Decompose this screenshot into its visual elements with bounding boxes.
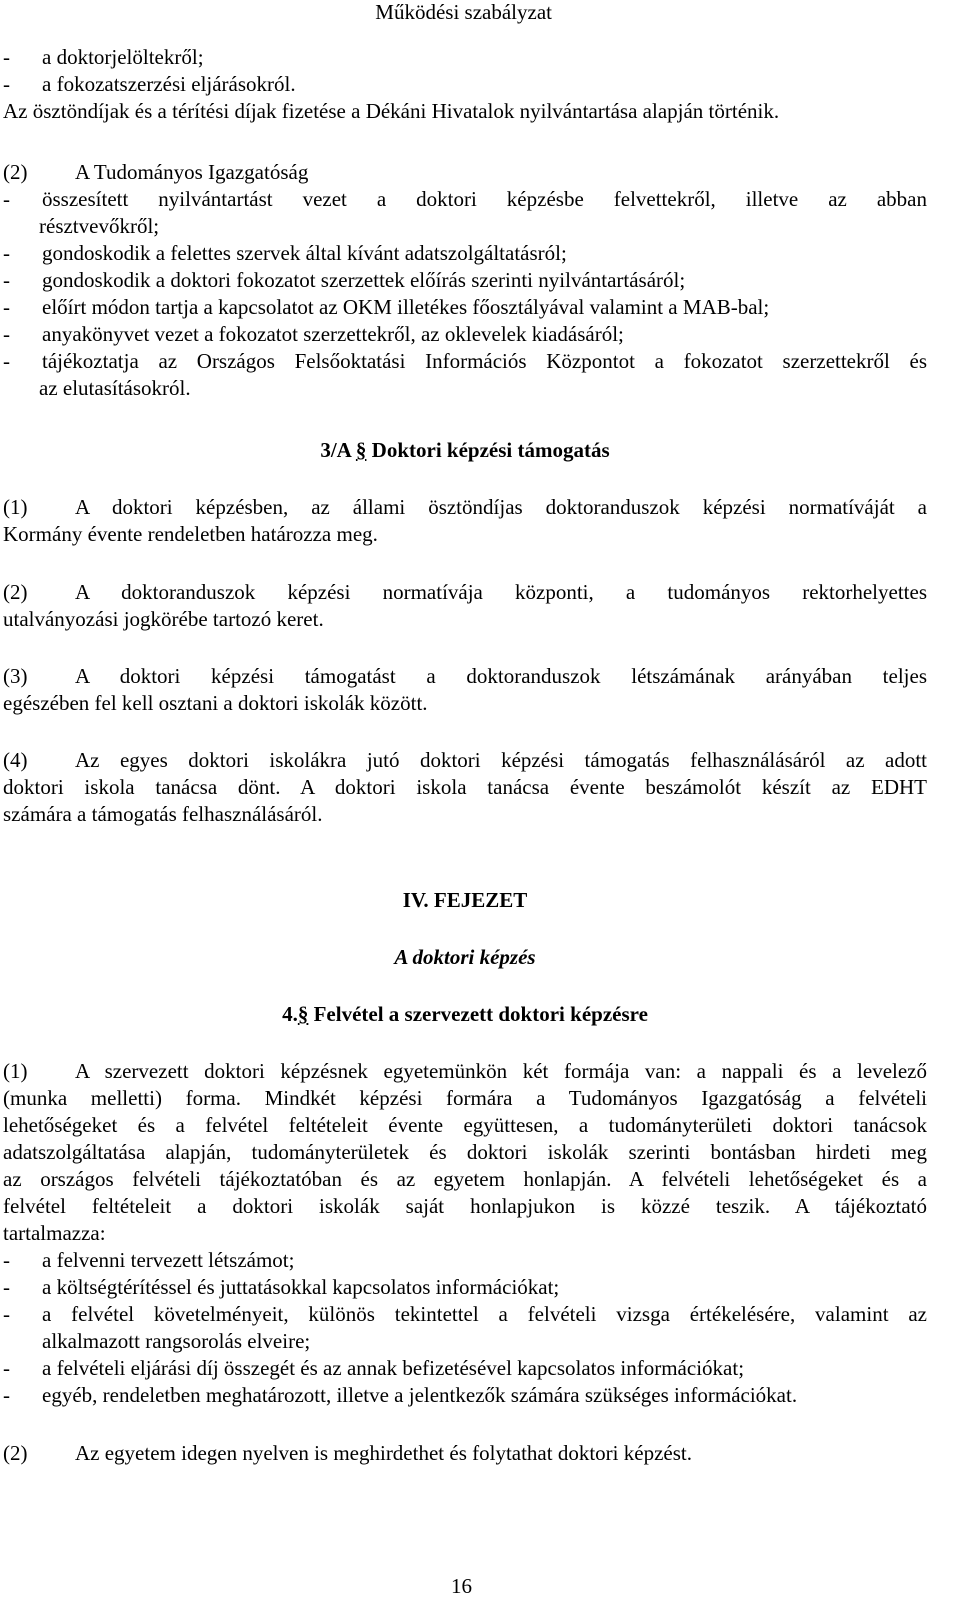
section-title: 4.§ Felvétel a szervezett doktori képzésre (282, 1002, 648, 1026)
list-item-continuation: résztvevőkről; (39, 214, 160, 238)
list-item-continuation: alkalmazott rangsorolás elveire; (42, 1329, 311, 1353)
paragraph-line: az országos felvételi tájékoztatóban és az egyetem honlapján. A felvételi lehetőségeket és a (3, 1167, 927, 1191)
list-item: - a felvenni tervezett létszámot; (3, 1248, 295, 1272)
list-item: - egyéb, rendeletben meghatározott, illetve a jelentkezők számára szükséges információkat. (3, 1383, 798, 1407)
paragraph: (2) A doktoranduszok képzési normatívája központi, a tudományos rektorhelyettes (3, 580, 927, 604)
paragraph: (1) A szervezett doktori képzésnek egyetemünkön két formája van: a nappali és a levelező (3, 1059, 927, 1083)
list-item: - előírt módon tartja a kapcsolatot az OKM illetékes főosztályával valamint a MAB-bal; (3, 295, 770, 319)
list-item: - a fokozatszerzési eljárásokról. (3, 72, 296, 96)
paragraph-line: felvétel feltételeit a doktori iskolák saját honlapjukon is közzé teszik. A tájékoztató (3, 1194, 927, 1218)
paragraph-continuation: Kormány évente rendeletben határozza meg. (3, 522, 378, 546)
paragraph-continuation: utalványozási jogkörébe tartozó keret. (3, 607, 324, 631)
paragraph: (4) Az egyes doktori iskolákra jutó doktori képzési támogatás felhasználásáról az adott (3, 748, 927, 772)
paragraph-line: (munka melletti) forma. Mindkét képzési formára a Tudományos Igazgatóság a felvételi (3, 1086, 927, 1110)
paragraph-continuation: egészében fel kell osztani a doktori iskolák között. (3, 691, 428, 715)
list-item: - a doktorjelöltekről; (3, 45, 204, 69)
list-item-continuation: az elutasításokról. (39, 376, 191, 400)
list-item: - a felvételi eljárási díj összegét és az annak befizetésével kapcsolatos információkat; (3, 1356, 745, 1380)
list-item: - anyakönyvet vezet a fokozatot szerzettekről, az oklevelek kiadásáról; (3, 322, 624, 346)
paragraph: (1) A doktori képzésben, az állami ösztöndíjas doktoranduszok képzési normatíváját a (3, 495, 927, 519)
chapter-subtitle: A doktori képzés (394, 945, 536, 969)
chapter-title: IV. FEJEZET (402, 888, 528, 912)
list-item: - gondoskodik a felettes szervek által kívánt adatszolgáltatásról; (3, 241, 567, 265)
paragraph-line: lehetőségeket és a felvétel feltételeit évente együttesen, a tudományterületi doktori tanácsok (3, 1113, 927, 1137)
list-item: - a költségtérítéssel és juttatásokkal kapcsolatos információkat; (3, 1275, 560, 1299)
list-item: - gondoskodik a doktori fokozatot szerzettek előírás szerinti nyilvántartásáról; (3, 268, 686, 292)
page-number: 16 (451, 1574, 472, 1598)
paragraph-line: tartalmazza: (3, 1221, 106, 1245)
page-header: Működési szabályzat (375, 0, 552, 24)
list-item: - a felvétel követelményeit, különös tekintettel a felvételi vizsga értékelésére, valamint az (3, 1302, 927, 1326)
paragraph: (2) Az egyetem idegen nyelven is meghirdethet és folytathat doktori képzést. (3, 1441, 692, 1465)
paragraph-heading: (2) A Tudományos Igazgatóság (3, 160, 309, 184)
paragraph: Az ösztöndíjak és a térítési díjak fizetése a Dékáni Hivatalok nyilvántartása alapján történik. (3, 99, 780, 123)
paragraph-continuation: számára a támogatás felhasználásáról. (3, 802, 323, 826)
list-item: - tájékoztatja az Országos Felsőoktatási Információs Központot a fokozatot szerzettekről és (3, 349, 927, 373)
section-title: 3/A § Doktori képzési támogatás (320, 438, 610, 462)
list-item: - összesített nyilvántartást vezet a doktori képzésbe felvettekről, illetve az abban (3, 187, 927, 211)
paragraph-continuation: doktori iskola tanácsa dönt. A doktori iskola tanácsa évente beszámolót készít az EDHT (3, 775, 927, 799)
paragraph: (3) A doktori képzési támogatást a doktoranduszok létszámának arányában teljes (3, 664, 927, 688)
paragraph-line: adatszolgáltatása alapján, tudományterületek és doktori iskolák szerinti bontásban hirdeti meg (3, 1140, 927, 1164)
